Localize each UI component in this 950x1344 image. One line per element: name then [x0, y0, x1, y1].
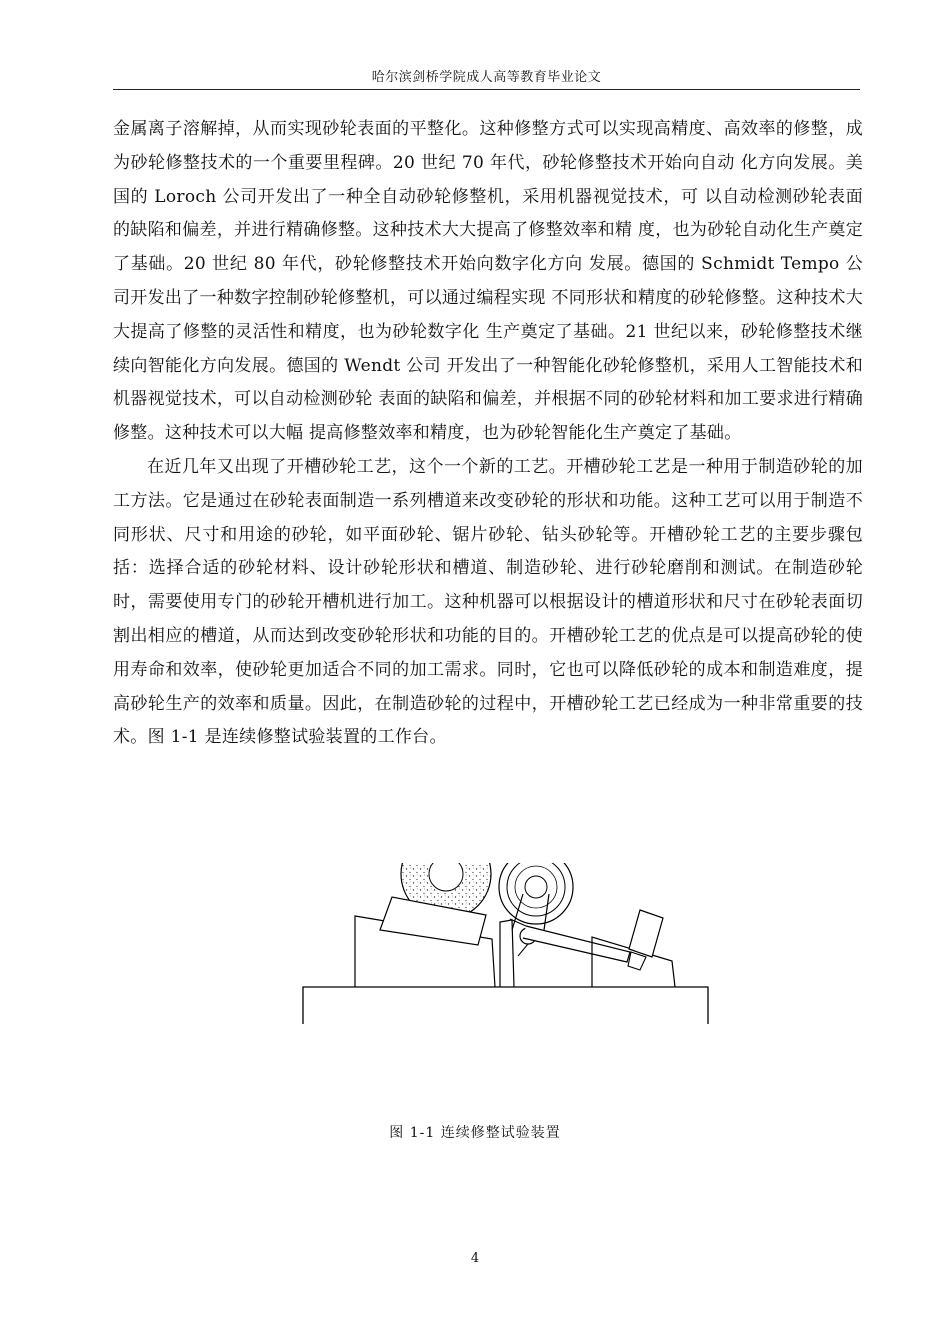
- page-number: 4: [470, 1251, 480, 1266]
- dresser-tool-body: [629, 910, 663, 957]
- worktable: [303, 987, 708, 1024]
- support-post: [500, 920, 514, 987]
- running-header: 哈尔滨剑桥学院成人高等教育毕业论文: [371, 70, 602, 85]
- figure-dressing-test-rig: [300, 860, 712, 1030]
- paragraph-2: 在近几年又出现了开槽砂轮工艺，这个一个新的工艺。开槽砂轮工艺是一种用于制造砂轮的加工方法。它是通过在砂轮表面制造一系列槽道来改变砂轮的形状和功能。这种工艺可以用于制造不同形状、尺寸和用途的砂轮，如平面砂轮、锯片砂轮、钻头砂轮等。开槽砂轮工艺的主要步骤包括：选择合适的砂轮材料、设计砂轮形状和槽道、制造砂轮、进行砂轮磨削和测试。在制造砂轮时，需要使用专门的砂轮开槽机进行加工。这种机器可以根据设计的槽道形状和尺寸在砂轮表面切割出相应的槽道，从而达到改变砂轮形状和功能的目的。开槽砂轮工艺的优点是可以提高砂轮的使用寿命和效率，使砂轮更加适合不同的加工需求。同时，它也可以降低砂轮的成本和制造难度，提高砂轮生产的效率和质量。因此，在制造砂轮的过程中，开槽砂轮工艺已经成为一种非常重要的技术。图 1-1 是连续修整试验装置的工作台。: [113, 456, 863, 748]
- dresser-tool-tip: [628, 952, 646, 970]
- body-text: [113, 113, 863, 755]
- paragraph-1: 金属离子溶解掉，从而实现砂轮表面的平整化。这种修整方式可以实现高精度、高效率的修整，成为砂轮修整技术的一个重要里程碑。20 世纪 70 年代，砂轮修整技术开始向自动 化方向发展。美国的 Loroch 公司开发出了一种全自动砂轮修整机，采用机器视觉技术，可 以自动检测砂轮表面的缺陷和偏差，并进行精确修整。这种技术大大提高了修整效率和精 度，也为砂轮自动化生产奠定了基础。20 世纪 80 年代，砂轮修整技术开始向数字化方向 发展。德国的 Schmidt Tempo 公司开发出了一种数字控制砂轮修整机，可以通过编程实现 不同形状和精度的砂轮修整。这种技术大大提高了修整的灵活性和精度，也为砂轮数字化 生产奠定了基础。21 世纪以来，砂轮修整技术继续向智能化方向发展。德国的 Wendt 公司 开发出了一种智能化砂轮修整机，采用人工智能技术和机器视觉技术，可以自动检测砂轮 表面的缺陷和偏差，并根据不同的砂轮材料和加工要求进行精确修整。这种技术可以大幅 提高修整效率和精度，也为砂轮智能化生产奠定了基础。: [113, 119, 863, 444]
- figure-caption: 图 1-1 连续修整试验装置: [389, 1125, 561, 1141]
- dressing-rig-diagram: [300, 860, 712, 1030]
- header-rule: [113, 89, 860, 90]
- dressing-wheel: [499, 860, 573, 924]
